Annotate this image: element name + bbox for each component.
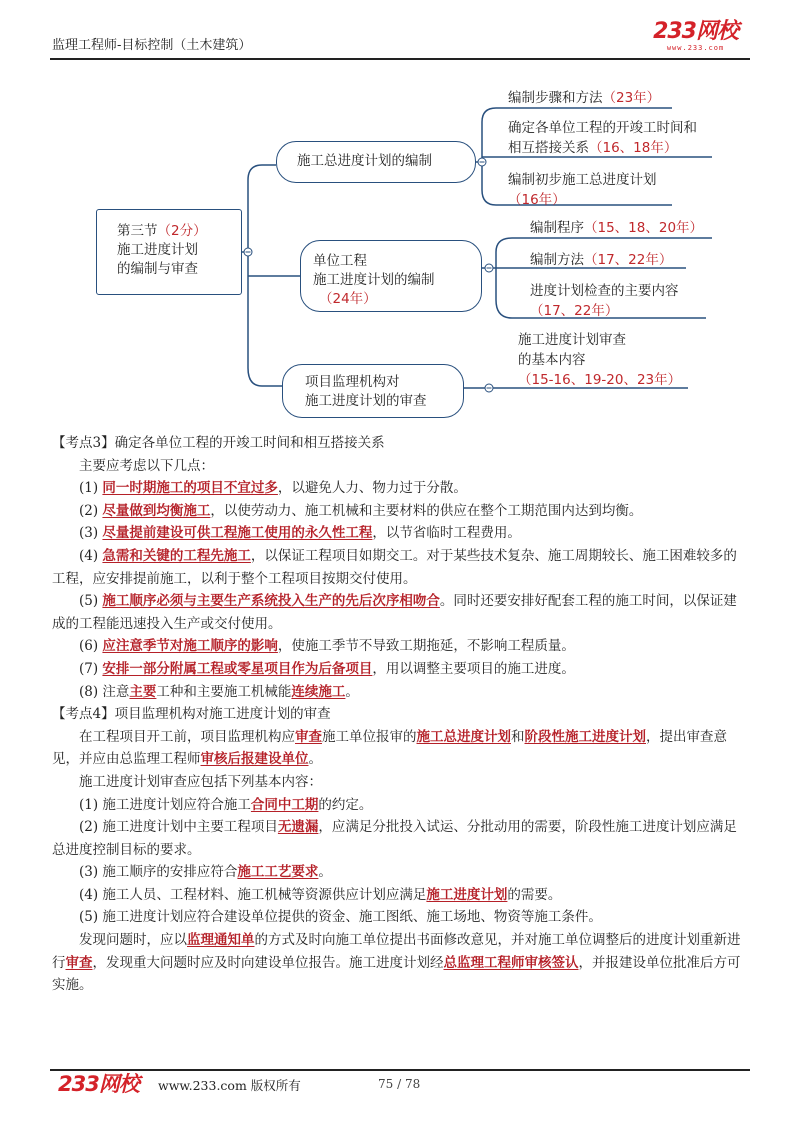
mindmap-branch-unit-schedule[interactable] <box>300 240 482 312</box>
branch-label-line1: 单位工程 <box>313 253 367 269</box>
document-body <box>52 432 748 997</box>
root-title-line2: 的编制与审查 <box>117 261 198 277</box>
kp3-item-1: (1) 同一时期施工的项目不宜过多，以避免人力、物力过于分散。 <box>79 480 467 497</box>
leaf-years: （17、22年） <box>584 252 673 268</box>
branch-label-line2: 施工进度计划的编制 <box>313 272 435 288</box>
header-title: 监理工程师-目标控制（土木建筑） <box>52 38 252 53</box>
kp4-item-1: (1) 施工进度计划应符合施工合同中工期的约定。 <box>79 796 373 813</box>
kp3-item-6: (6) 应注意季节对施工顺序的影响，使施工季节不导致工期拖延，不影响工程质量。 <box>79 638 575 655</box>
kp4-heading: 【考点4】项目监理机构对施工进度计划的审查 <box>52 706 331 723</box>
leaf-years: （17、22年） <box>530 303 619 319</box>
logo-url: www.233.com <box>666 44 725 52</box>
footer-divider <box>50 1069 750 1071</box>
mindmap-branch-review[interactable] <box>282 364 464 418</box>
branch-label: 施工总进度计划的编制 <box>297 153 432 169</box>
leaf-text: 编制步骤和方法 <box>508 90 603 106</box>
kp4-item-2: (2) 施工进度计划中主要工程项目无遗漏，应满足分批投入试运、分批动用的需要，阶段性施工进度计划应满足总进度控制目标的要求。 <box>52 819 737 858</box>
leaf-review-content[interactable] <box>518 330 681 390</box>
kp4-para-3: 发现问题时，应以监理通知单的方式及时向施工单位提出书面修改意见，并对施工单位调整后的进度计划重新进行审查，发现重大问题时应及时向建设单位报告。施工进度计划经总监理工程师审核签认，并报建设单位批准后方可实施。 <box>52 932 741 994</box>
kp4-item-5: (5) 施工进度计划应符合建设单位提供的资金、施工图纸、施工场地、物资等施工条件。 <box>79 909 602 926</box>
kp4-item-4: (4) 施工人员、工程材料、施工机械等资源供应计划应满足施工进度计划的需要。 <box>79 886 562 903</box>
kp3-item-4: (4) 急需和关键的工程先施工，以保证工程项目如期交工。对于某些技术复杂、施工周期较长、施工困难较多的工程，应安排提前施工，以利于整个工程项目按期交付使用。 <box>52 547 737 587</box>
leaf-text: 进度计划检查的主要内容 <box>530 283 679 299</box>
leaf-years: （16年） <box>508 192 566 208</box>
kp4-item-3: (3) 施工顺序的安排应符合施工工艺要求。 <box>79 864 332 881</box>
kp3-item-3: (3) 尽量提前建设可供工程施工使用的永久性工程，以节省临时工程费用。 <box>79 525 521 542</box>
leaf-method[interactable] <box>530 250 672 270</box>
kp4-para-1: 在工程项目开工前，项目监理机构应审查施工单位报审的施工总进度计划和阶段性施工进度计划，提出审查意见，并应由总监理工程师审核后报建设单位。 <box>52 728 727 768</box>
leaf-initial-overall-plan[interactable] <box>508 170 657 210</box>
mindmap-branch-overall-schedule[interactable] <box>276 141 476 183</box>
leaf-years: （15-16、19-20、23年） <box>518 372 682 388</box>
leaf-text: 编制初步施工总进度计划 <box>508 172 657 188</box>
kp3-item-5: (5) 施工顺序必须与主要生产系统投入生产的先后次序相吻合。同时还要安排好配套工程的施工时间，以保证建成的工程能迅速投入生产或交付使用。 <box>52 593 737 632</box>
leaf-years: （16、18年） <box>589 140 678 156</box>
kp3-heading: 【考点3】确定各单位工程的开竣工时间和相互搭接关系 <box>52 435 385 451</box>
leaf-steps-methods[interactable] <box>508 88 660 108</box>
branch-label-line2: 施工进度计划的审查 <box>305 393 427 409</box>
leaf-text: 编制方法 <box>530 252 584 268</box>
leaf-years: （23年） <box>602 90 661 106</box>
branch-years: （24年） <box>319 291 377 307</box>
kp3-intro: 主要应考虑以下几点： <box>79 457 214 474</box>
leaf-procedure[interactable] <box>530 218 703 238</box>
root-section-label: 第三节 <box>117 223 158 239</box>
leaf-start-finish-times[interactable] <box>508 118 697 158</box>
footer-logo[interactable]: 233网校 <box>58 1072 139 1096</box>
leaf-text: 施工进度计划审查 <box>518 332 626 348</box>
root-score: （2分） <box>157 223 207 239</box>
leaf-text-2: 的基本内容 <box>518 352 586 368</box>
page-number: 75 / 78 <box>378 1077 421 1091</box>
logo-text: 233网校 <box>653 19 738 44</box>
mindmap-root-node[interactable] <box>96 209 242 295</box>
footer-copyright: www.233.com 版权所有 <box>158 1078 301 1093</box>
kp3-item-2: (2) 尽量做到均衡施工，以使劳动力、施工机械和主要材料的供应在整个工期范围内达到均衡。 <box>79 502 643 519</box>
leaf-years: （15、18、20年） <box>584 220 704 236</box>
kp4-para-2: 施工进度计划审查应包括下列基本内容： <box>79 773 322 790</box>
root-title-line1: 施工进度计划 <box>117 242 198 258</box>
leaf-text-2: 相互搭接关系 <box>508 140 589 156</box>
kp3-item-7: (7) 安排一部分附属工程或零星项目作为后备项目，用以调整主要项目的施工进度。 <box>79 660 575 677</box>
leaf-text: 确定各单位工程的开竣工时间和 <box>508 120 697 136</box>
branch-label-line1: 项目监理机构对 <box>305 374 400 390</box>
leaf-text: 编制程序 <box>530 220 584 236</box>
leaf-check-content[interactable] <box>530 281 679 321</box>
kp3-item-8: (8) 注意主要工种和主要施工机械能连续施工。 <box>79 683 359 700</box>
